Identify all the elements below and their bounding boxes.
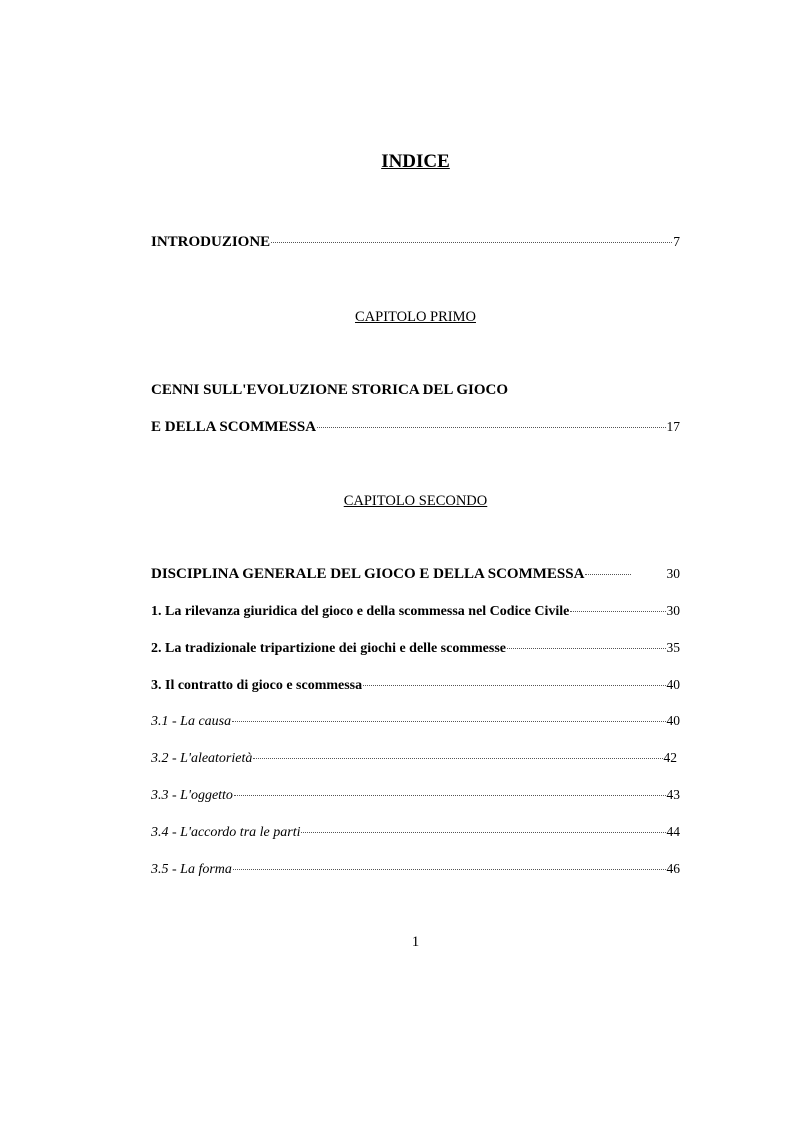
toc-entry-page: 7 [673,234,680,249]
toc-entry-chapter2[interactable] [151,566,680,586]
toc-entry-label: E DELLA SCOMMESSA [151,419,317,435]
toc-entry-label: 1. La rilevanza giuridica del gioco e della scommessa nel Codice Civile [151,604,570,619]
dot-leader [317,427,665,428]
dot-leader [233,869,666,870]
toc-entry-subsection[interactable] [151,750,677,770]
toc-entry-section[interactable] [151,640,680,660]
toc-entry-section[interactable] [151,603,680,623]
chapter-heading-primo: CAPITOLO PRIMO [355,309,476,325]
dot-leader [363,685,665,686]
dot-leader [301,832,665,833]
chapter-title-line: CENNI SULL'EVOLUZIONE STORICA DEL GIOCO [151,382,509,398]
toc-entry-page: 30 [666,566,680,581]
toc-entry-label: 3.5 - La forma [151,862,232,877]
toc-entry-label: 3.1 - La causa [151,714,232,729]
page-number: 1 [411,934,420,950]
page-title: INDICE [381,151,450,172]
dot-leader [234,795,666,796]
toc-entry-page: 44 [666,824,680,839]
toc-entry-page: 42 [663,750,677,765]
toc-entry-label: 3.4 - L'accordo tra le parti [151,825,301,840]
toc-entry-page: 17 [666,419,680,434]
toc-entry-label: INTRODUZIONE [151,234,271,250]
toc-entry-section[interactable] [151,677,680,697]
dot-leader [585,574,631,575]
toc-entry-page: 30 [666,603,680,618]
toc-entry-label: 3.3 - L'oggetto [151,788,233,803]
toc-entry-chapter1[interactable] [151,419,680,439]
toc-entry-subsection[interactable] [151,787,680,807]
toc-entry-label: 2. La tradizionale tripartizione dei giochi e delle scommesse [151,641,506,656]
toc-entry-subsection[interactable] [151,824,680,844]
toc-entry-page: 40 [666,713,680,728]
dot-leader [570,611,665,612]
toc-entry-introduzione[interactable] [151,234,680,254]
toc-entry-subsection[interactable] [151,861,680,881]
toc-entry-label: 3.2 - L'aleatorietà [151,751,253,766]
dot-leader [253,758,662,759]
toc-entry-label: DISCIPLINA GENERALE DEL GIOCO E DELLA SCOMMESSA [151,566,585,582]
toc-entry-subsection[interactable] [151,713,680,733]
toc-entry-label: 3. Il contratto di gioco e scommessa [151,678,363,693]
toc-entry-page: 46 [666,861,680,876]
chapter-heading-secondo: CAPITOLO SECONDO [343,493,488,509]
toc-entry-page: 43 [666,787,680,802]
toc-entry-page: 40 [666,677,680,692]
dot-leader [232,721,665,722]
toc-entry-page: 35 [666,640,680,655]
dot-leader [507,648,666,649]
dot-leader [271,242,672,243]
